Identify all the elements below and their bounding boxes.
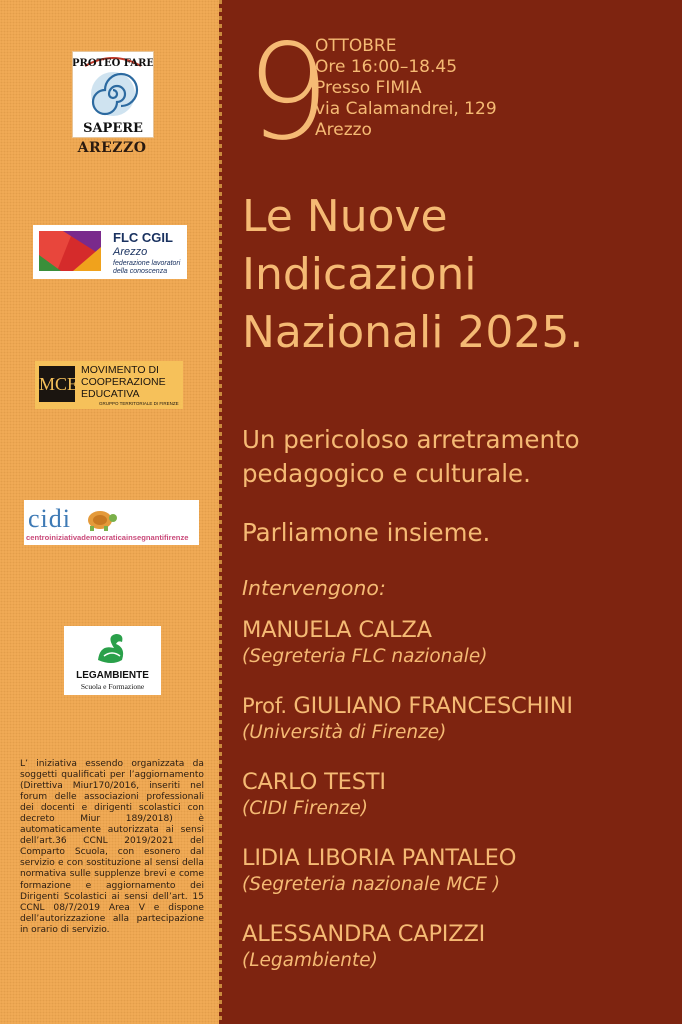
flc-city: Arezzo [113, 246, 148, 258]
legambiente-subtitle: Scuola e Formazione [80, 682, 145, 691]
event-address: via Calamandrei, 129 [315, 99, 497, 119]
speaker-item [242, 919, 682, 995]
title-line-1: Le Nuove [242, 191, 448, 242]
mce-mark-icon: MCE [39, 366, 75, 402]
event-info [315, 36, 497, 141]
speaker-name-text: GIULIANO FRANCESCHINI [293, 693, 573, 719]
legambiente-title: LEGAMBIENTE [76, 670, 149, 681]
mce-line-2: COOPERAZIONE [81, 376, 166, 388]
cidi-tagline: centroiniziativademocraticainsegnantifirenze [26, 533, 189, 542]
event-month: OTTOBRE [315, 36, 397, 56]
speakers-list [242, 615, 682, 995]
speaker-name [242, 843, 682, 873]
mce-line-1: MOVIMENTO DI [81, 364, 159, 376]
proteo-spiral-icon [73, 52, 153, 137]
proteo-top-text: PROTEO FARE [73, 58, 153, 69]
flc-cgil-logo [33, 225, 187, 279]
speaker-name [242, 919, 682, 949]
speaker-name-text: CARLO TESTI [242, 769, 386, 795]
speaker-name [242, 691, 682, 721]
subtitle-line-2: pedagogico e culturale. [242, 459, 531, 488]
speaker-name-text: ALESSANDRA CAPIZZI [242, 921, 486, 947]
swan-icon [92, 630, 132, 668]
tagline: Parliamone insieme. [242, 518, 491, 547]
proteo-bottom-text: SAPERE [83, 121, 143, 136]
left-sidebar [0, 0, 219, 1024]
speaker-name [242, 615, 682, 645]
subtitle [242, 423, 580, 491]
speaker-role: (Università di Firenze) [242, 722, 447, 743]
event-day: 9 [246, 16, 326, 170]
proteo-city-label: AREZZO [77, 140, 147, 156]
speaker-item [242, 615, 682, 691]
title-line-2: Indicazioni [242, 249, 477, 300]
event-venue: Presso FIMIA [315, 78, 422, 98]
speaker-name-text: MANUELA CALZA [242, 617, 432, 643]
speakers-label: Intervengono: [242, 576, 386, 600]
flc-flag-icon [33, 225, 113, 279]
speaker-name-text: LIDIA LIBORIA PANTALEO [242, 845, 517, 871]
cidi-logo [24, 500, 199, 545]
mce-line-3: EDUCATIVA [81, 388, 140, 400]
event-time: Ore 16:00–18.45 [315, 57, 458, 77]
flc-subtitle: federazione lavoratori della conoscenza [113, 260, 181, 275]
speaker-role: (Segreteria nazionale MCE ) [242, 874, 501, 895]
event-city: Arezzo [315, 120, 372, 140]
legambiente-logo [64, 626, 161, 695]
main-panel [222, 0, 682, 1024]
disclaimer-text: L’ iniziativa essendo organizzata da soggetti qualificati per l’aggiornamento (Direttiva Miur170/2016, inseriti nel forum delle associazioni professionali dei docenti e dirigenti scolastici con decreto Miur 189/2018) è automaticamente autorizzata ai sensi dell’art.36 CCNL 2019/2021 del Comparto Scuola, con esonero dal servizio e con sostituzione al sensi della normativa sulle supplenze brevi e come formazione e aggiornamento dei Dirigenti Scolastici ai sensi dell’art. 15 CCNL 08/7/2019 Area V e dispone dell’autorizzazione alla partecipazione in orario di servizio. [20, 759, 204, 935]
page-title [242, 188, 583, 362]
speaker-role: (CIDI Firenze) [242, 798, 368, 819]
speaker-role: (Segreteria FLC nazionale) [242, 646, 488, 667]
speaker-item [242, 843, 682, 919]
cidi-wordmark: cidi [28, 504, 71, 533]
mce-logo [35, 361, 183, 409]
speaker-name [242, 767, 682, 797]
proteo-fare-sapere-logo [72, 51, 154, 138]
mce-name [81, 364, 166, 400]
mce-subtitle: GRUPPO TERRITORIALE DI FIRENZE [99, 401, 179, 406]
speaker-item [242, 691, 682, 767]
speaker-prefix: Prof. [242, 694, 294, 718]
flc-title: FLC CGIL [113, 230, 173, 245]
speaker-item [242, 767, 682, 843]
subtitle-line-1: Un pericoloso arretramento [242, 425, 580, 454]
title-line-3: Nazionali 2025. [242, 307, 584, 358]
turtle-icon [82, 506, 118, 532]
speaker-role: (Legambiente) [242, 950, 378, 971]
